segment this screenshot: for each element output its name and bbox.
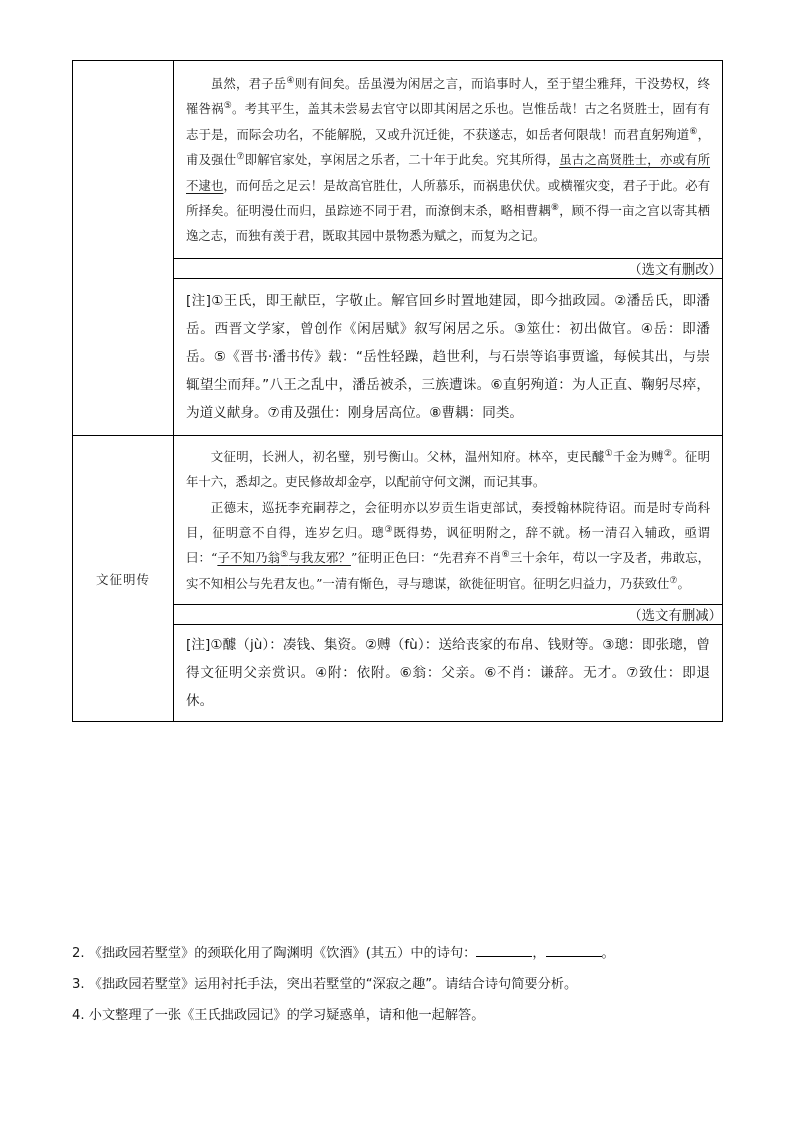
question-4: 4. 小文整理了一张《王氏拙政园记》的学习疑惑单，请和他一起解答。: [72, 1008, 485, 1023]
answer-blank[interactable]: [546, 944, 602, 957]
question-2: 2. 《拙政园若墅堂》的颈联化用了陶渊明《饮酒》(其五）中的诗句： ， 。: [72, 946, 615, 961]
passage-paragraph: 虽然，君子岳④则有间矣。岳虽漫为闲居之言，而谄事时人，至于望尘雅拜，干没势权，终罹咎祸⑤。考其平生，盖其未尝易去官守以即其闲居之乐也。岂惟岳哉！古之名贤胜士，固有有志于是，而际会功名，不能解脱，又或升沉迁徙，不获遂志，如岳者何限哉！而君直躬殉道⑥，甫及强仕⑦即解官家处，享闲居之乐者，二十年于此矣。究其所得，虽古之高贤胜士，亦或有所不逮也，而何岳之足云！是故高官胜仕，人所慕乐，而祸患伏伏。或横罹灾变，君子于此。必有所择矣。征明漫仕而归，虽踪迹不同于君，而潦倒末杀，略相曹耦⑧，顾不得一亩之宫以寄其栖逸之志，而独有羡于君，既取其园中景物悉为赋之，而复为之记。: [186, 75, 711, 244]
question-3: 3. 《拙政园若墅堂》运用衬托手法，突出若墅堂的“深寂之趣”。请结合诗句简要分析。: [72, 977, 578, 992]
passage-paragraph: 文征明，长洲人，初名璧，别号衡山。父林，温州知府。林卒，吏民醵①千金为赙②。征明年十六，悉却之。吏民修故却金亭，以配前守何文渊，而记其事。: [186, 448, 711, 490]
annotation-text: [注]①王氏，即王献臣，字敬止。解官回乡时置地建园，即今拙政园。②潘岳氏，即潘岳。西晋文学家，曾创作《闲居赋》叙写闲居之乐。③筮仕：初出做官。④岳：即潘岳。⑤《晋书·潘书传》载：“岳性轻躁，趋世利，与石崇等谄事贾谧，每候其出，与崇辄望尘而拜。”八王之乱中，潘岳被杀，三族遭诛。⑥直躬殉道：为人正直、鞠躬尽瘁，为道义献身。⑦甫及强仕：刚身居高位。⑧曹耦：同类。: [186, 292, 710, 421]
source-note: （选文有删改）: [174, 258, 723, 278]
annotation-text: [注]①醵（jù）：凑钱、集资。②赙（fù）：送给丧家的布帛、钱财等。③璁：即张璁，曾得文征明父亲赏识。④附：依附。⑥翁：父亲。⑥不肖：谦辞。无才。⑦致仕：即退休。: [186, 637, 710, 710]
reading-table: [72, 60, 723, 722]
table-row: [73, 435, 723, 604]
passage-paragraph: 正德末，巡抚李充嗣荐之，会征明亦以岁贡生诣吏部试，奏授翰林院待诏。而是时专尚科目，征明意不自得，连岁乞归。璁③既得势，讽征明附之，辞不就。杨一清召入辅政，亟谓曰：“子不知乃翁⑤与我友邪？”征明正色曰：“先君弃不肖⑥三十余年，苟以一字及者，弗敢忘，实不知相公与先君友也。”一清有惭色，寻与璁谋，欲徙征明官。征明乞归益力，乃获致仕⑦。: [186, 499, 711, 591]
underlined-sentence: 虽古之高贤胜士，亦或有所不逮也: [186, 152, 711, 193]
underlined-sentence: 子不知乃翁⑤与我友邪？: [217, 550, 351, 566]
row-label-empty: [73, 61, 174, 436]
table-row: [73, 61, 723, 259]
annotation-cell: [174, 278, 723, 435]
annotation-cell: [174, 625, 723, 722]
question-list: [72, 938, 732, 1031]
answer-blank[interactable]: [476, 944, 532, 957]
passage-cell: [174, 61, 723, 259]
row-label: 文征明传: [73, 435, 174, 721]
source-note: （选文有删减）: [174, 605, 723, 625]
passage-cell: [174, 435, 723, 604]
